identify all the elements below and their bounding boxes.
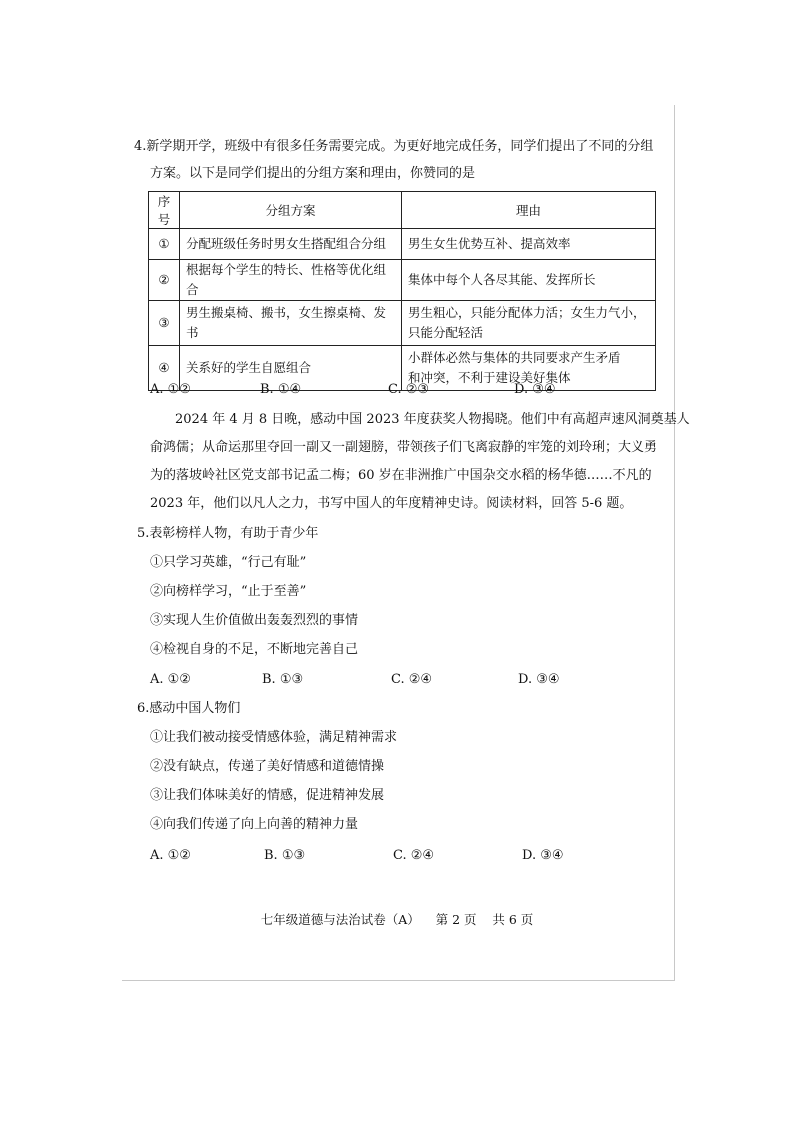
q6-option-b[interactable]: B. ①③ [264,848,306,863]
q4-plan-table [148,191,656,391]
q4-stem-line-1: 4.新学期开学，班级中有很多任务需要完成。为更好地完成任务，同学们提出了不同的分组 [134,139,654,154]
q6-item-1: ①让我们被动接受情感体验，满足精神需求 [150,730,398,745]
q4-option-a[interactable]: A. ①② [150,382,191,397]
row-reason-line: 小群体必然与集体的共同要求产生矛盾 [408,350,621,365]
row-reason-line: 只能分配轻活 [408,325,484,340]
material-line-3: 为的落坡岭社区党支部书记孟二梅；60 岁在非洲推广中国杂交水稻的杨华德……不凡的 [150,468,652,483]
row-reason: 男生女生优势互补、提高效率 [402,229,656,260]
row-plan: 男生搬桌椅、搬书，女生擦桌椅、发书 [180,301,402,346]
q5-option-d[interactable]: D. ③④ [518,672,560,687]
row-plan: 根据每个学生的特长、性格等优化组合 [180,260,402,301]
q5-stem: 5.表彰榜样人物，有助于青少年 [137,526,319,541]
q5-item-1: ①只学习英雄，“行己有耻” [150,555,307,570]
q6-stem: 6.感动中国人物们 [137,701,241,716]
header-plan: 分组方案 [180,192,402,229]
q6-option-d[interactable]: D. ③④ [522,848,564,863]
page-footer: 七年级道德与法治试卷（A） 第 2 页 共 6 页 [260,912,534,927]
q5-item-4: ④检视自身的不足，不断地完善自己 [150,642,359,657]
table-row [149,229,656,260]
material-line-1: 2024 年 4 月 8 日晚，感动中国 2023 年度获奖人物揭晓。他们中有高超声速风洞奠基人 [175,412,690,427]
q5-option-c[interactable]: C. ②④ [391,672,433,687]
q4-option-d[interactable]: D. ③④ [514,382,556,397]
q5-item-2: ②向榜样学习，“止于至善” [150,584,307,599]
row-reason [402,301,656,346]
table-header-row [149,192,656,229]
table-row [149,260,656,301]
q6-item-2: ②没有缺点，传递了美好情感和道德情操 [150,759,385,774]
q6-item-3: ③让我们体味美好的情感，促进精神发展 [150,788,385,803]
header-reason: 理由 [402,192,656,229]
table-row [149,301,656,346]
q5-option-b[interactable]: B. ①③ [262,672,304,687]
row-reason: 集体中每个人各尽其能、发挥所长 [402,260,656,301]
q5-option-a[interactable]: A. ①② [150,672,191,687]
q5-item-3: ③实现人生价值做出轰轰烈烈的事情 [150,613,359,628]
q4-option-b[interactable]: B. ①④ [260,382,302,397]
q6-item-4: ④向我们传递了向上向善的精神力量 [150,817,359,832]
row-plan: 关系好的学生自愿组合 [180,346,402,391]
row-number: ③ [149,301,180,346]
q6-option-c[interactable]: C. ②④ [393,848,435,863]
scan-edge-right [674,105,675,981]
row-reason-line: 和冲突，不利于建设美好集体 [408,370,571,385]
row-number: ① [149,229,180,260]
q4-stem-line-2: 方案。以下是同学们提出的分组方案和理由，你赞同的是 [150,166,476,181]
q4-option-c[interactable]: C. ②③ [388,382,430,397]
q6-option-a[interactable]: A. ①② [150,848,191,863]
row-plan: 分配班级任务时男女生搭配组合分组 [180,229,402,260]
row-number: ② [149,260,180,301]
material-line-4: 2023 年，他们以凡人之力，书写中国人的年度精神史诗。阅读材料，回答 5-6 题。 [150,496,633,511]
scan-edge-bottom [122,980,675,981]
material-line-2: 俞鸿儒；从命运那里夺回一副又一副翅膀，带领孩子们飞离寂静的牢笼的刘玲琍；大义勇 [150,440,658,455]
header-number: 序号 [149,192,180,229]
row-reason-line: 男生粗心，只能分配体力活；女生力气小， [408,305,646,320]
row-number: ④ [149,346,180,391]
